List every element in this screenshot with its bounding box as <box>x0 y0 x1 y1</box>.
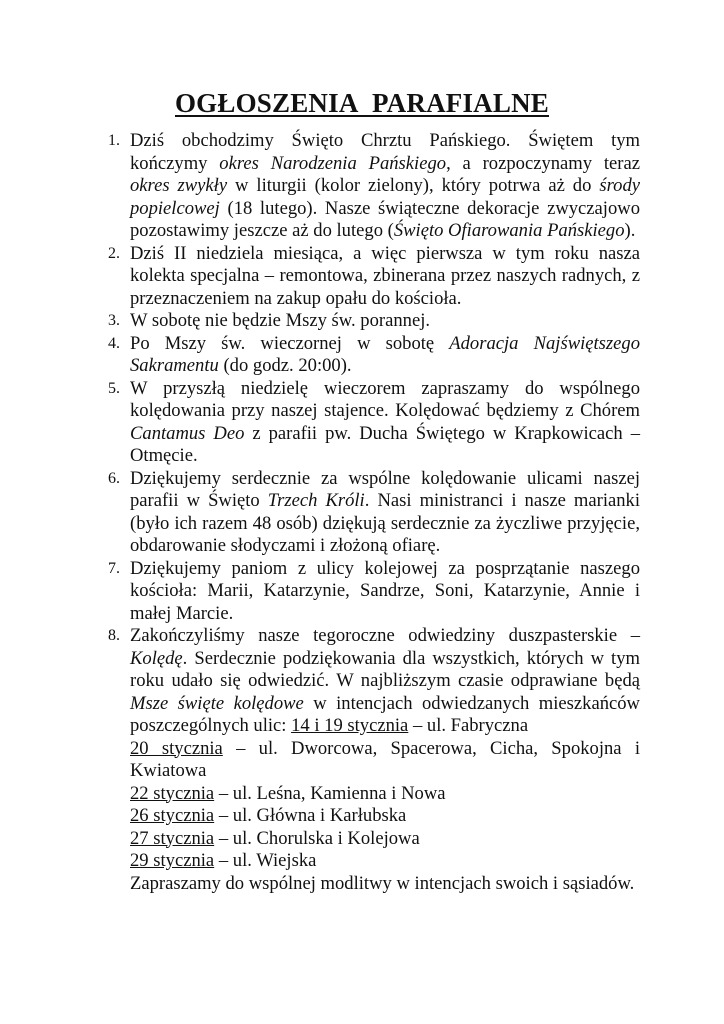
emphasis-text: Msze święte kolędowe <box>130 692 304 714</box>
text-segment: (18 lutego). Nasze świąteczne dekoracje zwyczajowo pozostawimy jeszcze aż do lutego ( <box>130 197 640 241</box>
schedule-row <box>130 828 640 851</box>
text-segment: , a rozpoczynamy teraz <box>446 152 640 174</box>
announcement-item <box>108 333 640 378</box>
text-segment: w liturgii (kolor zielony), który potrwa aż do <box>227 175 600 196</box>
schedule-date: 22 stycznia <box>130 782 215 804</box>
schedule-streets: – ul. Główna i Karłubska <box>214 805 407 826</box>
item-number: 5. <box>108 379 120 397</box>
text-segment: w intencjach odwiedzanych mieszkańców poszczególnych ulic: <box>130 692 640 736</box>
schedule-streets: – ul. Leśna, Kamienna i Nowa <box>214 782 446 804</box>
text-segment: Zakończyliśmy nasze tegoroczne odwiedziny duszpasterskie – <box>130 625 640 646</box>
schedule-row <box>130 738 640 783</box>
text-segment: ). <box>624 220 636 241</box>
schedule-row <box>130 783 640 806</box>
text-segment: Dziękujemy serdecznie za wspólne kolędowanie ulicami naszej parafii w Święto <box>130 467 640 511</box>
schedule-date: 29 stycznia <box>130 850 215 871</box>
item-text <box>130 333 640 378</box>
schedule-streets: – ul. Chorulska i Kolejowa <box>214 827 420 849</box>
text-segment: . Serdecznie podziękowania dla wszystkich, których w tym roku udało się odwiedzić. W najbliższym czasie odprawiane będą <box>130 647 640 691</box>
announcement-item <box>108 558 640 626</box>
schedule-date: 27 stycznia <box>130 827 215 849</box>
text-segment: W przyszłą niedzielę wieczorem zapraszamy do wspólnego kolędowania przy naszej stajence. Kolędować będziemy z Chórem <box>130 377 640 421</box>
announcement-item <box>108 310 640 333</box>
text-segment: (do godz. 20:00). <box>218 355 352 376</box>
item-number: 7. <box>108 559 120 577</box>
item-number: 1. <box>108 132 120 149</box>
emphasis-text: okres Narodzenia Pańskiego <box>219 152 447 174</box>
emphasis-text: środy popielcowej <box>130 175 640 219</box>
page-title: OGŁOSZENIA PARAFIALNE <box>174 88 549 118</box>
announcements-list <box>108 130 640 895</box>
text-segment: – ul. Fabryczna <box>408 715 529 736</box>
item-text <box>130 468 640 558</box>
text-segment: W sobotę nie będzie Mszy św. porannej. <box>130 310 431 331</box>
announcement-item <box>108 378 640 468</box>
text-segment: . Nasi ministranci i nasze marianki (było ich razem 48 osób) dziękują serdecznie za życzliwe przyjęcie, obdarowanie słodyczami i złożoną ofiarę. <box>130 490 640 556</box>
emphasis-text: Cantamus Deo <box>130 422 245 444</box>
emphasis-text: Święto Ofiarowania Pańskiego <box>393 220 625 241</box>
date-text: 14 i 19 stycznia <box>291 715 409 736</box>
item-number: 4. <box>108 334 120 352</box>
text-segment: Dziękujemy paniom z ulicy kolejowej za posprzątanie naszego kościoła: Marii, Katarzynie, Sandrze, Soni, Katarzynie, Annie i małej Marcie. <box>130 557 640 624</box>
schedule-streets: – ul. Dworcowa, Spacerowa, Cicha, Spokojna i Kwiatowa <box>130 737 640 781</box>
item-text <box>130 558 640 626</box>
emphasis-text: okres zwykły <box>130 175 228 196</box>
item-text <box>130 243 640 311</box>
item-text <box>130 310 640 333</box>
item-text <box>130 130 640 243</box>
announcement-item <box>108 625 640 895</box>
closing-text: Zapraszamy do wspólnej modlitwy w intencjach swoich i sąsiadów. <box>130 872 635 894</box>
item-number: 8. <box>108 627 120 644</box>
item-number: 6. <box>108 469 120 487</box>
item-text <box>130 378 640 468</box>
announcement-item <box>108 468 640 558</box>
item-number: 3. <box>108 312 120 329</box>
text-segment: Dziś II niedziela miesiąca, a więc pierwsza w tym roku nasza kolekta specjalna – remontowa, zbinerana przez naszych radnych, z przeznaczeniem na zakup opału do kościoła. <box>130 242 640 309</box>
item-text <box>130 625 640 738</box>
schedule-streets: – ul. Wiejska <box>214 850 317 871</box>
emphasis-text: Trzech Króli <box>267 490 365 511</box>
item-number: 2. <box>108 244 120 262</box>
text-segment: z parafii pw. Ducha Świętego w Krapkowicach – Otmęcie. <box>130 422 640 466</box>
announcement-item <box>108 130 640 243</box>
schedule-date: 26 stycznia <box>130 805 215 826</box>
text-segment: Po Mszy św. wieczornej w sobotę <box>130 332 450 354</box>
emphasis-text: Kolędę <box>130 647 183 669</box>
text-segment: Dziś obchodzimy Święto Chrztu Pańskiego. Świętem tym kończymy <box>130 130 640 174</box>
announcement-item <box>108 243 640 311</box>
schedule-date: 20 stycznia <box>130 737 223 759</box>
schedule-row <box>130 805 640 828</box>
emphasis-text: Adoracja Najświętszego Sakramentu <box>130 332 640 376</box>
schedule-row <box>130 850 640 873</box>
